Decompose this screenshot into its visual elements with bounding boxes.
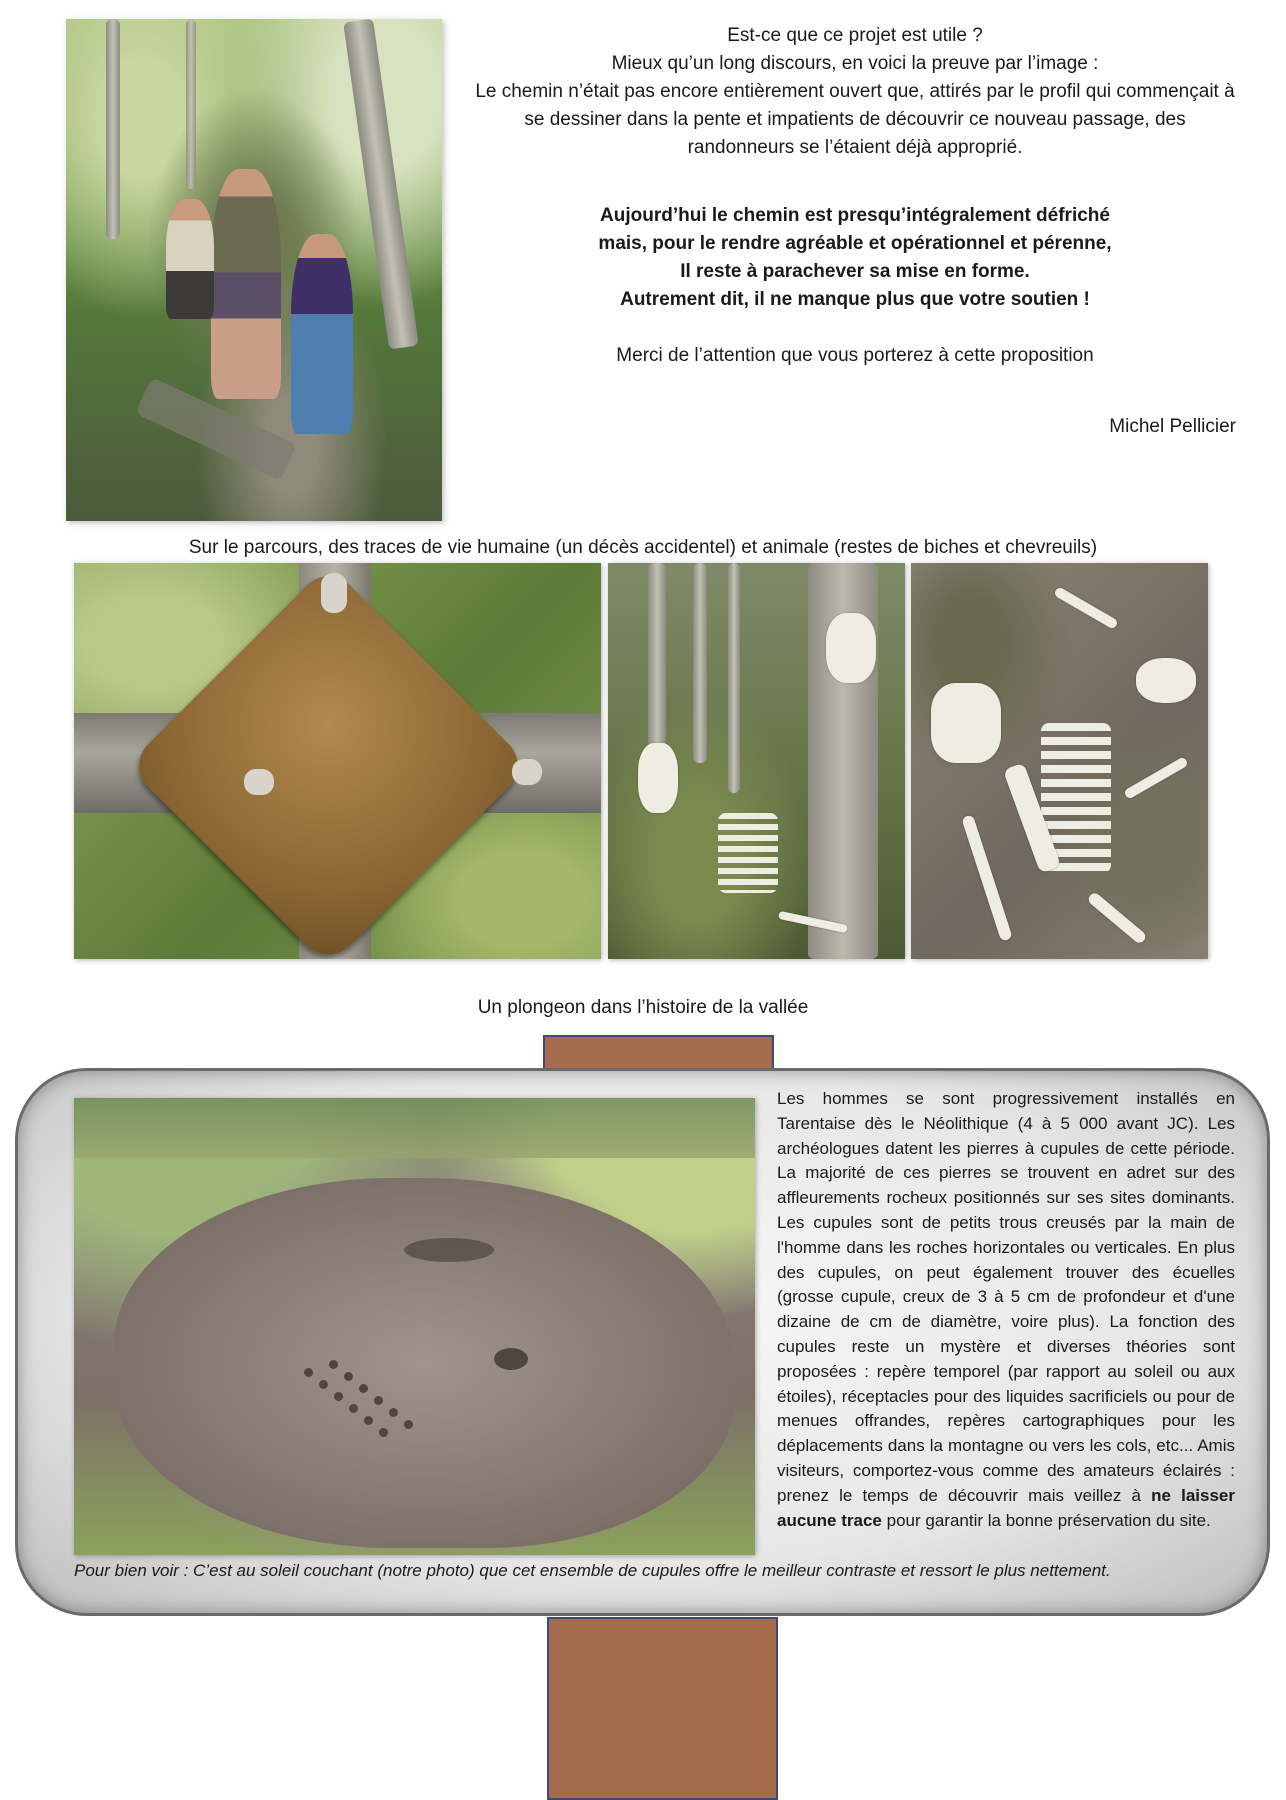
intro-line: Mieux qu’un long discours, en voici la preuve par l’image : xyxy=(611,53,1099,74)
deer-skeleton-photo xyxy=(911,563,1208,959)
memorial-cross-photo xyxy=(74,563,601,959)
signature: Michel Pellicier xyxy=(1109,416,1236,437)
section-caption: Un plongeon dans l’histoire de la vallée xyxy=(477,997,809,1018)
intro-question: Est-ce que ce projet est utile ? xyxy=(727,25,983,46)
sign-text-emphasis: ne laisser aucune trace xyxy=(777,1485,1235,1530)
sign-text-main: Les hommes se sont progressivement installés en Tarentaise dès le Néolithique (4 à 5 000 avant JC). Les archéologues datent les pierres à cupules de cette période. La majorité de ces pierres se trouvent en adret sur des affleurements rocheux positionnés sur ses sites dominants. Les cupules sont de petits trous creusés par la main de l'homme dans les roches horizontales ou verticales. En plus des cupules, on peut également trouver des écuelles (grosse cupule, creux de 3 à 5 cm de profondeur et d'une dizaine de cm de diamètre, voire plus). La fonction des cupules reste un mystère et diverses théories sont proposées : repère temporel (par rapport au soleil ou aux étoiles), réceptacles pour des liquides sacrificiels ou pour de menues offrandes, repères cartographiques pour les déplacements dans la montagne ou vers les cols, etc... Amis visiteurs, comportez-vous comme des amateurs éclairés : prenez le temps de découvrir mais veillez à xyxy=(777,1089,1235,1505)
intro-text xyxy=(470,22,1240,370)
signpost-top xyxy=(543,1035,774,1071)
sign-text-end: pour garantir la bonne préservation du site. xyxy=(886,1510,1211,1530)
hikers-photo xyxy=(66,19,442,521)
sign-body-text xyxy=(777,1087,1235,1533)
appeal-line: Autrement dit, il ne manque plus que votre soutien ! xyxy=(620,289,1090,310)
appeal-line: mais, pour le rendre agréable et opérationnel et pérenne, xyxy=(598,233,1112,254)
appeal-line: Aujourd’hui le chemin est presqu’intégralement défriché xyxy=(600,205,1110,226)
intro-paragraph: Le chemin n’était pas encore entièrement ouvert que, attirés par le profil qui commençait à se dessiner dans la pente et impatients de découvrir ce nouveau passage, des randonneurs se l’étaient déjà approprié. xyxy=(475,81,1235,158)
gallery-caption: Sur le parcours, des traces de vie humaine (un décès accidentel) et animale (restes de biches et chevreuils) xyxy=(188,537,1098,558)
cup-marked-rock-photo xyxy=(74,1098,755,1555)
appeal-line: Il reste à parachever sa mise en forme. xyxy=(680,261,1030,282)
deer-remains-tree-photo xyxy=(608,563,905,959)
thanks-line: Merci de l’attention que vous porterez à cette proposition xyxy=(616,345,1094,366)
viewing-tip-note: Pour bien voir : C’est au soleil couchant (notre photo) que cet ensemble de cupules offre le meilleur contraste et ressort le plus nettement. xyxy=(74,1561,1111,1580)
signpost-bottom xyxy=(547,1617,778,1800)
